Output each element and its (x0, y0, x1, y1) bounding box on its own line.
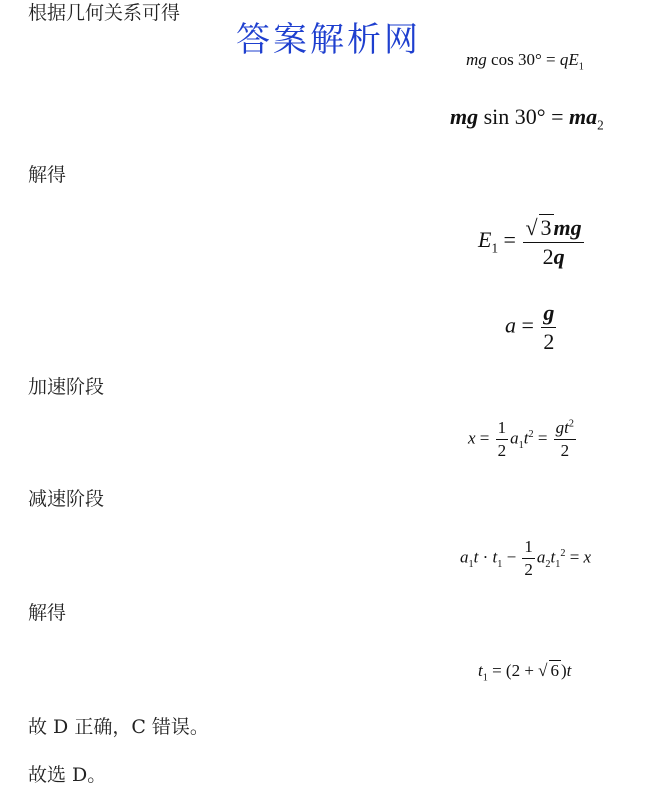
text-solve-2: 解得 (28, 602, 67, 624)
text-solve-1: 解得 (28, 164, 67, 186)
text-acceleration-stage: 加速阶段 (28, 376, 105, 398)
text-deceleration-stage: 减速阶段 (28, 488, 105, 510)
equation-1: mg $\cos 30^\circ = qE_1$ (466, 50, 584, 73)
text-answer: 故选 D。 (28, 764, 107, 786)
equation-3: $E_1$ = $\frac{√ 3mg}{2q}$ (478, 215, 582, 269)
text-geometric-relation: 根据几何关系可得 (28, 2, 181, 24)
equation-6: $a_1t \cdot t_1$ − $\frac{1}{2}$ $a_2t_1^2 = x$ (460, 537, 592, 579)
equation-2: mg $\sin 30^\circ = ma_2$ (450, 104, 604, 133)
watermark-logo: 答案解析网 (236, 20, 421, 60)
equation-5: x = $\frac{1}{2}$ $a_1t^2$ = $\frac{gt^2}{2}$ (468, 418, 574, 460)
equation-4: a = $\frac{g}{2}$ (505, 300, 555, 354)
equation-7: $t_1 = (2$ + √ 6 )t (478, 661, 572, 684)
text-conclusion: 故 D 正确，C 错误。 (28, 716, 209, 738)
